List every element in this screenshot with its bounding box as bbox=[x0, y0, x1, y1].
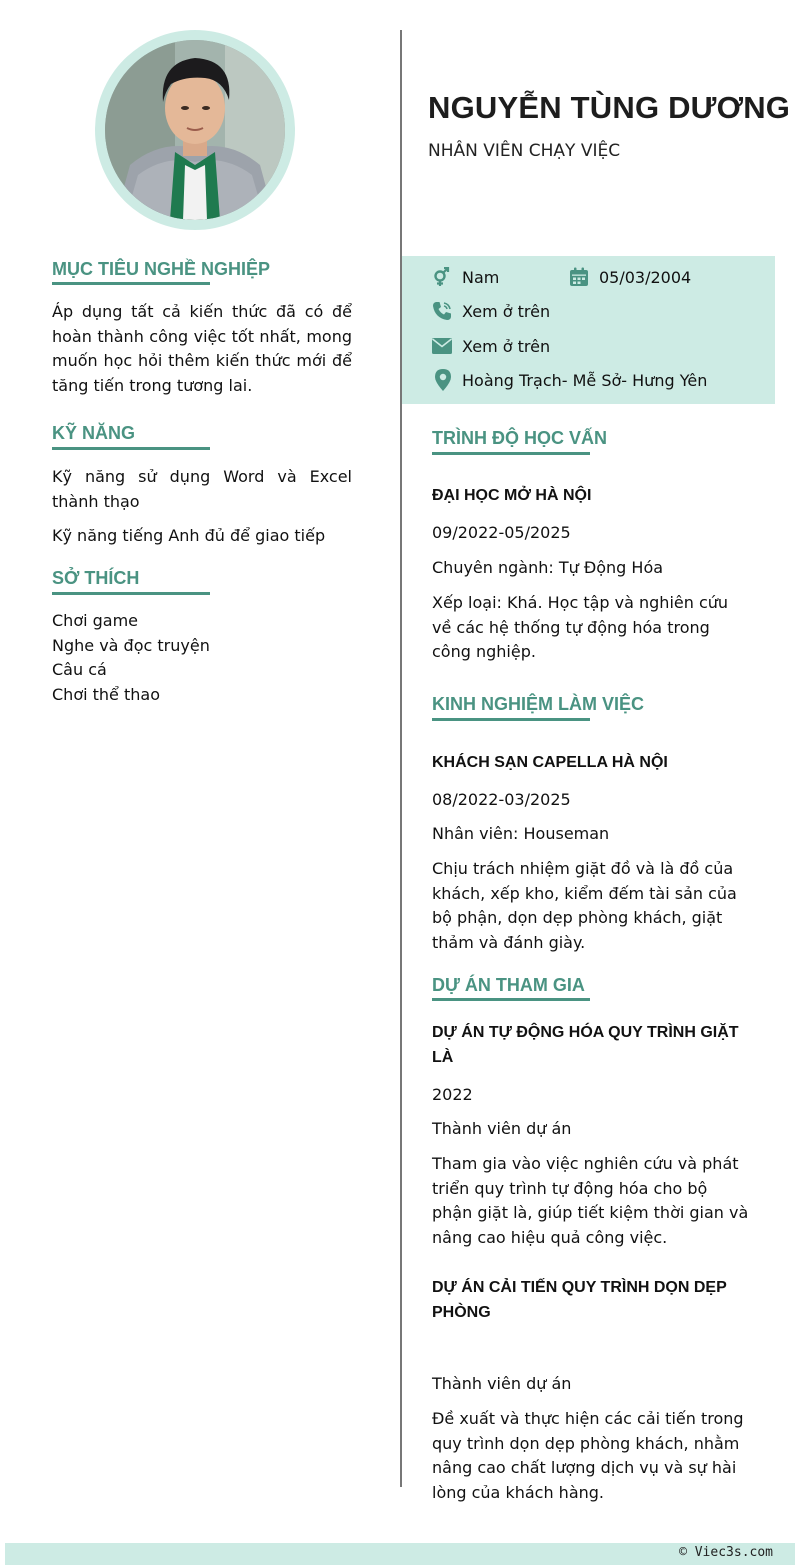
education-title: TRÌNH ĐỘ HỌC VẤN bbox=[432, 428, 607, 448]
hobbies-title: SỞ THÍCH bbox=[52, 568, 140, 588]
hobbies-underline bbox=[52, 592, 210, 595]
avatar-photo bbox=[105, 40, 285, 220]
address-text: Hoàng Trạch- Mễ Sở- Hưng Yên bbox=[462, 371, 708, 390]
education-period: 09/2022-05/2025 bbox=[432, 523, 571, 542]
project-role: Thành viên dự án bbox=[432, 1119, 572, 1138]
candidate-role: NHÂN VIÊN CHẠY VIỆC bbox=[428, 141, 621, 161]
hobby-item: Chơi game bbox=[52, 611, 139, 630]
calendar-icon bbox=[568, 266, 590, 288]
education-note: Xếp loại: Khá. Học tập và nghiên cứu về các hệ thống tự động hóa trong công nghiệp. bbox=[432, 593, 729, 661]
project-role: Thành viên dự án bbox=[432, 1374, 572, 1393]
objective-title: MỤC TIÊU NGHỀ NGHIỆP bbox=[52, 259, 271, 279]
experience-description: Chịu trách nhiệm giặt đồ và là đồ của khách, xếp kho, kiểm đếm tài sản của bộ phận, dọn dẹp phòng khách, giặt thảm và đánh giày. bbox=[432, 859, 737, 952]
objective-underline bbox=[52, 282, 210, 285]
skill-item: Kỹ năng tiếng Anh đủ để giao tiếp bbox=[52, 526, 326, 545]
footer-bar bbox=[5, 1543, 795, 1565]
hobby-item: Câu cá bbox=[52, 660, 107, 679]
experience-title: KINH NGHIỆM LÀM VIỆC bbox=[432, 694, 645, 714]
projects-underline bbox=[432, 998, 590, 1001]
experience-section bbox=[432, 694, 644, 715]
project-description: Tham gia vào việc nghiên cứu và phát triển quy trình tự động hóa cho bộ phận giặt là, giúp tiết kiệm thời gian và nâng cao hiệu quả công việc. bbox=[432, 1154, 749, 1247]
skill-item: Kỹ năng sử dụng Word và Excel thành thạo bbox=[52, 467, 352, 511]
gender-text: Nam bbox=[462, 268, 500, 287]
education-section bbox=[432, 428, 607, 449]
experience-company: KHÁCH SẠN CAPELLA HÀ NỘI bbox=[432, 754, 668, 771]
skills-section bbox=[52, 423, 135, 444]
gender-icon bbox=[431, 266, 453, 288]
hobby-item: Nghe và đọc truyện bbox=[52, 635, 210, 655]
email-icon bbox=[431, 335, 453, 357]
location-icon bbox=[432, 369, 454, 391]
skills-title: KỸ NĂNG bbox=[52, 423, 136, 443]
hobby-list bbox=[52, 609, 352, 707]
candidate-name: NGUYỄN TÙNG DƯƠNG bbox=[428, 90, 791, 125]
skills-underline bbox=[52, 447, 210, 450]
experience-position: Nhân viên: Houseman bbox=[432, 824, 610, 843]
objective-text: Áp dụng tất cả kiến thức đã có để hoàn thành công việc tốt nhất, mong muốn học hỏi thêm kiến thức mới để tăng tiến trong tương lai. bbox=[52, 302, 352, 395]
project-description: Đề xuất và thực hiện các cải tiến trong quy trình dọn dẹp phòng khách, nhằm nâng cao chất lượng dịch vụ và sự hài lòng của khách hàng. bbox=[432, 1409, 744, 1502]
footer-copyright: © Viec3s.com bbox=[679, 1545, 773, 1560]
phone-icon bbox=[431, 300, 453, 322]
education-school: ĐẠI HỌC MỞ HÀ NỘI bbox=[432, 487, 592, 504]
projects-title: DỰ ÁN THAM GIA bbox=[432, 975, 585, 995]
email-text: Xem ở trên bbox=[462, 337, 551, 356]
objective-section bbox=[52, 259, 270, 280]
education-major: Chuyên ngành: Tự Động Hóa bbox=[432, 558, 664, 577]
experience-underline bbox=[432, 718, 590, 721]
projects-section bbox=[432, 975, 585, 996]
birthday-text: 05/03/2004 bbox=[599, 268, 692, 287]
project-name: DỰ ÁN CẢI TIẾN QUY TRÌNH DỌN DẸP PHÒNG bbox=[432, 1279, 727, 1321]
avatar bbox=[105, 40, 285, 220]
hobbies-section bbox=[52, 568, 139, 589]
experience-period: 08/2022-03/2025 bbox=[432, 790, 571, 809]
column-divider bbox=[400, 30, 402, 1487]
phone-text: Xem ở trên bbox=[462, 302, 551, 321]
hobby-item: Chơi thể thao bbox=[52, 684, 160, 704]
project-year: 2022 bbox=[432, 1085, 473, 1104]
education-underline bbox=[432, 452, 590, 455]
project-name: DỰ ÁN TỰ ĐỘNG HÓA QUY TRÌNH GIẶT LÀ bbox=[432, 1024, 739, 1066]
